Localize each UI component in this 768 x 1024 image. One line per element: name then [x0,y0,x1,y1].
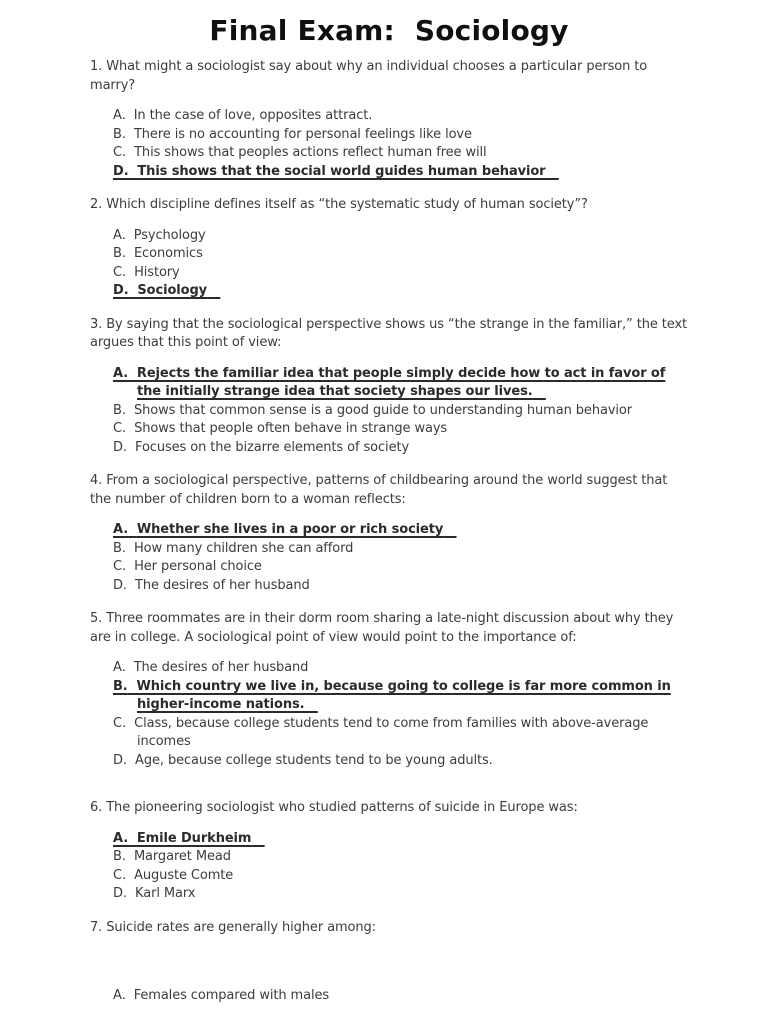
option-marker: D. [113,163,129,179]
option-marker: D. [113,577,127,593]
option-row [90,126,688,145]
page-title: Final Exam: Sociology [209,14,569,47]
question-4 [90,472,688,595]
question-2 [90,196,688,301]
option-row [90,264,688,283]
option-marker: D. [113,283,129,298]
option-text: Shows that common sense is a good guide to understanding human behavior [133,402,633,418]
question-number: 4. [90,473,103,488]
option-marker: C. [113,145,127,160]
question-6 [90,799,688,904]
option-row [90,227,688,246]
option-row [90,439,688,458]
option-marker: A. [113,660,126,675]
option-row-correct-answer [90,830,688,849]
option-row [90,107,688,126]
option-marker: C. [113,867,127,883]
option-row [90,577,688,596]
option-text: Age, because college students tend to be young adults. [135,752,493,768]
option-marker: D. [113,439,127,455]
option-text: In the case of love, opposites attract. [133,108,373,123]
option-text: Rejects the familiar idea that people simply decide how to act in favor of the initially strange idea that society shapes our lives. [136,365,666,399]
question-number: 1. [90,59,103,74]
options-list [90,659,688,770]
option-row-correct-answer [90,678,688,715]
option-marker: A. [113,830,129,846]
option-row-correct-answer [90,365,688,402]
option-marker: D. [113,886,127,901]
option-marker: B. [113,402,126,418]
option-marker: C. [113,421,127,436]
option-row [90,715,688,752]
question-prompt: What might a sociologist say about why an individual chooses a particular person to marry? [90,59,648,93]
question-number: 7. [90,919,103,935]
option-text: Females compared with males [133,988,330,1003]
option-row [90,659,688,678]
question-5 [90,610,688,770]
options-list [90,830,688,904]
option-text: Her personal choice [134,559,262,574]
option-marker: C. [113,559,127,574]
option-text: Sociology [137,283,208,298]
option-row [90,867,688,886]
question-3 [90,316,688,458]
question-1 [90,58,688,181]
option-marker: D. [113,752,127,768]
options-list [90,107,688,181]
option-text: Economics [133,246,203,261]
option-row-correct-answer [90,282,688,301]
option-row-correct-answer [90,521,688,540]
question-text [90,196,688,215]
question-number: 3. [90,316,103,332]
option-row [90,144,688,163]
option-row [90,245,688,264]
question-number: 2. [90,197,103,212]
question-prompt: Suicide rates are generally higher among: [106,919,376,935]
question-prompt: Which discipline defines itself as “the systematic study of human society”? [106,197,588,212]
option-marker: C. [113,264,127,280]
option-marker: A. [113,227,126,243]
option-marker: A. [113,988,126,1003]
option-marker: A. [113,365,129,381]
option-text: History [134,264,180,280]
question-text [90,58,688,95]
option-marker: A. [113,522,129,537]
option-text: There is no accounting for personal feelings like love [133,126,472,142]
question-text [90,472,688,509]
option-text: Whether she lives in a poor or rich society [136,522,444,537]
option-text: The desires of her husband [133,660,309,675]
question-7 [90,919,688,1006]
option-text: This shows that the social world guides human behavior [137,163,546,179]
option-text: Auguste Comte [134,867,234,883]
option-text: Emile Durkheim [136,830,252,846]
question-prompt: Three roommates are in their dorm room sharing a late-night discussion about why they are in college. A sociological point of view would point to the importance of: [90,611,674,645]
option-marker: A. [113,108,126,123]
question-text [90,919,688,938]
options-list [90,521,688,595]
option-row [90,402,688,421]
option-marker: B. [113,246,126,261]
option-row-correct-answer [90,163,688,182]
option-text: Shows that people often behave in strange ways [134,421,448,436]
question-prompt: The pioneering sociologist who studied patterns of suicide in Europe was: [106,800,578,815]
option-text: Focuses on the bizarre elements of society [135,439,410,455]
option-marker: C. [113,715,127,731]
question-text [90,799,688,818]
option-text: Psychology [133,227,206,243]
option-text: Class, because college students tend to come from families with above-average incomes [134,715,649,749]
option-row [90,848,688,867]
question-text [90,316,688,353]
option-text: This shows that peoples actions reflect human free will [134,145,487,160]
option-marker: B. [113,678,128,694]
options-list [90,227,688,301]
question-text [90,610,688,647]
option-row [90,558,688,577]
option-text: The desires of her husband [135,577,310,593]
option-marker: B. [113,540,126,556]
option-row [90,752,688,771]
option-text: Karl Marx [135,886,196,901]
option-row [90,420,688,439]
option-marker: B. [113,126,126,142]
options-list [90,365,688,458]
option-text: How many children she can afford [133,540,354,556]
option-row [90,540,688,559]
option-row [90,885,688,904]
option-marker: B. [113,849,126,864]
option-row [90,987,688,1006]
option-text: Which country we live in, because going to college is far more common in higher-income nations. [136,678,671,712]
question-prompt: From a sociological perspective, patterns of childbearing around the world suggest that the number of children born to a woman reflects: [90,473,668,507]
option-text: Margaret Mead [133,849,231,864]
options-list [90,987,688,1006]
question-number: 5. [90,611,103,626]
question-number: 6. [90,800,103,815]
question-prompt: By saying that the sociological perspective shows us “the strange in the familiar,” the text argues that this point of view: [90,316,688,350]
